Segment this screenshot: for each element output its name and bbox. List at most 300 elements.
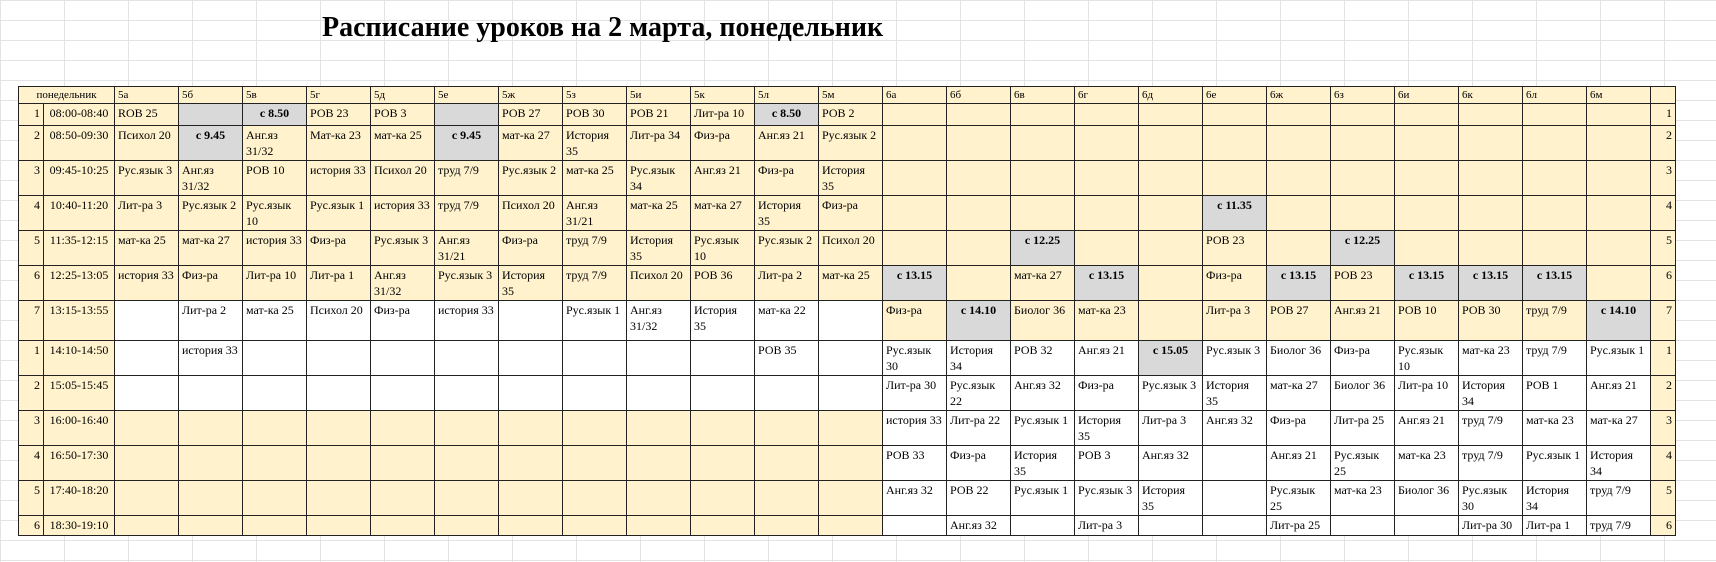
class-header-6г[interactable]: 6г [1075, 87, 1139, 104]
lesson-cell[interactable]: Физ-ра [371, 301, 435, 341]
lesson-cell[interactable]: мат-ка 27 [1011, 266, 1075, 301]
lesson-cell[interactable]: РОВ 1 [1523, 376, 1587, 411]
lesson-cell[interactable] [115, 301, 179, 341]
lesson-cell[interactable]: Рус.язык 3 [371, 231, 435, 266]
lesson-cell[interactable]: Психол 20 [627, 266, 691, 301]
lesson-cell[interactable]: Рус.язык 1 [1011, 411, 1075, 446]
lesson-cell[interactable] [371, 446, 435, 481]
lesson-number-end-cell[interactable]: 6 [1651, 266, 1676, 301]
lesson-cell[interactable]: Физ-ра [1203, 266, 1267, 301]
lesson-time-cell[interactable]: 16:00-16:40 [44, 411, 115, 446]
lesson-cell[interactable]: Психол 20 [371, 161, 435, 196]
lesson-cell[interactable]: РОВ 35 [755, 341, 819, 376]
lesson-cell[interactable]: мат-ка 25 [371, 126, 435, 161]
lesson-cell[interactable]: Анг.яз 32 [1139, 446, 1203, 481]
lesson-cell[interactable]: история 33 [243, 231, 307, 266]
lesson-cell[interactable]: История 34 [1459, 376, 1523, 411]
class-header-5а[interactable]: 5а [115, 87, 179, 104]
lesson-cell[interactable] [499, 516, 563, 536]
lesson-cell[interactable]: РОВ 3 [1075, 446, 1139, 481]
lesson-cell[interactable] [371, 516, 435, 536]
lesson-cell[interactable] [1395, 161, 1459, 196]
lesson-cell[interactable]: труд 7/9 [1587, 481, 1651, 516]
lesson-cell[interactable]: Рус.язык 3 [1075, 481, 1139, 516]
start-time-cell[interactable]: с 9.45 [435, 126, 499, 161]
lesson-cell[interactable] [563, 446, 627, 481]
lesson-cell[interactable]: мат-ка 23 [1523, 411, 1587, 446]
lesson-cell[interactable]: история 33 [115, 266, 179, 301]
lesson-cell[interactable]: Рус.язык 1 [1011, 481, 1075, 516]
lesson-cell[interactable] [1459, 161, 1523, 196]
lesson-cell[interactable]: РОВ 36 [691, 266, 755, 301]
lesson-cell[interactable] [1587, 231, 1651, 266]
lesson-cell[interactable] [499, 341, 563, 376]
lesson-cell[interactable]: Рус.язык 1 [1587, 341, 1651, 376]
lesson-time-cell[interactable]: 17:40-18:20 [44, 481, 115, 516]
lesson-cell[interactable] [819, 341, 883, 376]
lesson-cell[interactable]: Биолог 36 [1331, 376, 1395, 411]
lesson-number-end-cell[interactable]: 2 [1651, 126, 1676, 161]
lesson-cell[interactable]: Лит-ра 25 [1267, 516, 1331, 536]
lesson-cell[interactable] [1331, 161, 1395, 196]
lesson-cell[interactable]: История 35 [563, 126, 627, 161]
class-header-6м[interactable]: 6м [1587, 87, 1651, 104]
lesson-number-end-cell[interactable]: 3 [1651, 411, 1676, 446]
start-time-cell[interactable]: с 12.25 [1011, 231, 1075, 266]
start-time-cell[interactable]: с 13.15 [1395, 266, 1459, 301]
lesson-cell[interactable]: Физ-ра [1075, 376, 1139, 411]
lesson-cell[interactable] [1331, 126, 1395, 161]
lesson-cell[interactable] [883, 161, 947, 196]
lesson-cell[interactable]: История 34 [1523, 481, 1587, 516]
lesson-cell[interactable]: Рус.язык 1 [307, 196, 371, 231]
lesson-cell[interactable] [1587, 126, 1651, 161]
lesson-cell[interactable]: Рус.язык 3 [1203, 341, 1267, 376]
start-time-cell[interactable]: с 13.15 [883, 266, 947, 301]
lesson-cell[interactable]: история 33 [179, 341, 243, 376]
lesson-cell[interactable]: труд 7/9 [1587, 516, 1651, 536]
lesson-cell[interactable]: Рус.язык 30 [883, 341, 947, 376]
lesson-cell[interactable]: Психол 20 [819, 231, 883, 266]
lesson-cell[interactable]: труд 7/9 [1523, 341, 1587, 376]
lesson-cell[interactable] [627, 341, 691, 376]
class-header-6л[interactable]: 6л [1523, 87, 1587, 104]
lesson-cell[interactable]: труд 7/9 [1523, 301, 1587, 341]
lesson-cell[interactable] [1011, 196, 1075, 231]
lesson-cell[interactable] [755, 516, 819, 536]
lesson-cell[interactable]: РОВ 30 [563, 104, 627, 126]
lesson-cell[interactable]: Рус.язык 10 [691, 231, 755, 266]
lesson-cell[interactable] [1139, 266, 1203, 301]
lesson-cell[interactable]: РОВ 2 [819, 104, 883, 126]
lesson-cell[interactable] [627, 446, 691, 481]
lesson-cell[interactable] [1395, 516, 1459, 536]
lesson-cell[interactable] [371, 341, 435, 376]
lesson-cell[interactable]: Рус.язык 3 [435, 266, 499, 301]
lesson-cell[interactable]: Мат-ка 23 [307, 126, 371, 161]
lesson-cell[interactable]: мат-ка 25 [115, 231, 179, 266]
lesson-cell[interactable]: Анг.яз 21 [1075, 341, 1139, 376]
lesson-cell[interactable]: Рус.язык 2 [819, 126, 883, 161]
lesson-cell[interactable] [1587, 104, 1651, 126]
lesson-cell[interactable] [691, 411, 755, 446]
lesson-number-cell[interactable]: 1 [19, 104, 44, 126]
lesson-cell[interactable] [307, 411, 371, 446]
lesson-cell[interactable] [947, 196, 1011, 231]
lesson-cell[interactable]: РОВ 10 [1395, 301, 1459, 341]
lesson-cell[interactable] [179, 376, 243, 411]
lesson-cell[interactable]: РОВ 27 [1267, 301, 1331, 341]
lesson-cell[interactable]: Рус.язык 3 [1139, 376, 1203, 411]
lesson-cell[interactable] [243, 481, 307, 516]
lesson-cell[interactable] [307, 516, 371, 536]
lesson-cell[interactable]: РОВ 27 [499, 104, 563, 126]
lesson-cell[interactable] [1011, 516, 1075, 536]
lesson-cell[interactable] [1267, 104, 1331, 126]
lesson-cell[interactable] [1203, 446, 1267, 481]
class-header-5в[interactable]: 5в [243, 87, 307, 104]
lesson-cell[interactable] [883, 196, 947, 231]
lesson-cell[interactable] [691, 516, 755, 536]
lesson-cell[interactable] [947, 161, 1011, 196]
lesson-cell[interactable]: Анг.яз 21 [1587, 376, 1651, 411]
lesson-number-cell[interactable]: 6 [19, 516, 44, 536]
lesson-cell[interactable] [883, 104, 947, 126]
lesson-number-cell[interactable]: 2 [19, 126, 44, 161]
lesson-cell[interactable]: Рус.язык 25 [1267, 481, 1331, 516]
lesson-number-cell[interactable]: 1 [19, 341, 44, 376]
lesson-cell[interactable] [1139, 104, 1203, 126]
lesson-time-cell[interactable]: 09:45-10:25 [44, 161, 115, 196]
lesson-time-cell[interactable]: 16:50-17:30 [44, 446, 115, 481]
lesson-cell[interactable]: Анг.яз 21 [691, 161, 755, 196]
lesson-cell[interactable]: Физ-ра [1267, 411, 1331, 446]
lesson-cell[interactable]: РОВ 23 [1331, 266, 1395, 301]
lesson-time-cell[interactable]: 08:00-08:40 [44, 104, 115, 126]
lesson-cell[interactable]: Физ-ра [307, 231, 371, 266]
lesson-cell[interactable] [755, 446, 819, 481]
lesson-cell[interactable]: Биолог 36 [1267, 341, 1331, 376]
lesson-cell[interactable] [435, 341, 499, 376]
lesson-cell[interactable]: ROB 25 [115, 104, 179, 126]
lesson-time-cell[interactable]: 11:35-12:15 [44, 231, 115, 266]
lesson-cell[interactable]: Рус.язык 2 [755, 231, 819, 266]
lesson-cell[interactable] [1523, 161, 1587, 196]
lesson-cell[interactable]: Анг.яз 32 [883, 481, 947, 516]
start-time-cell[interactable] [179, 104, 243, 126]
lesson-cell[interactable] [1075, 231, 1139, 266]
class-header-6и[interactable]: 6и [1395, 87, 1459, 104]
lesson-cell[interactable] [1523, 104, 1587, 126]
lesson-cell[interactable] [819, 411, 883, 446]
class-header-5и[interactable]: 5и [627, 87, 691, 104]
lesson-number-end-cell[interactable]: 2 [1651, 376, 1676, 411]
lesson-cell[interactable] [243, 516, 307, 536]
lesson-cell[interactable] [1459, 231, 1523, 266]
lesson-cell[interactable]: мат-ка 25 [563, 161, 627, 196]
class-header-6а[interactable]: 6а [883, 87, 947, 104]
lesson-number-end-cell[interactable]: 1 [1651, 341, 1676, 376]
lesson-cell[interactable]: Рус.язык 10 [1395, 341, 1459, 376]
lesson-cell[interactable] [243, 376, 307, 411]
lesson-cell[interactable]: История 35 [819, 161, 883, 196]
lesson-cell[interactable] [563, 376, 627, 411]
lesson-cell[interactable]: Лит-ра 34 [627, 126, 691, 161]
lesson-cell[interactable]: Лит-ра 22 [947, 411, 1011, 446]
lesson-number-end-cell[interactable]: 6 [1651, 516, 1676, 536]
lesson-cell[interactable] [1075, 196, 1139, 231]
class-header-5ж[interactable]: 5ж [499, 87, 563, 104]
lesson-number-cell[interactable]: 3 [19, 161, 44, 196]
lesson-cell[interactable]: мат-ка 27 [1267, 376, 1331, 411]
lesson-cell[interactable] [1523, 196, 1587, 231]
lesson-cell[interactable]: труд 7/9 [435, 196, 499, 231]
class-header-5б[interactable]: 5б [179, 87, 243, 104]
lesson-cell[interactable] [563, 411, 627, 446]
lesson-cell[interactable]: История 35 [1203, 376, 1267, 411]
lesson-cell[interactable]: История 35 [1011, 446, 1075, 481]
lesson-time-cell[interactable]: 08:50-09:30 [44, 126, 115, 161]
lesson-cell[interactable]: РОВ 23 [307, 104, 371, 126]
lesson-cell[interactable] [1587, 161, 1651, 196]
lesson-cell[interactable] [179, 516, 243, 536]
class-header-5м[interactable]: 5м [819, 87, 883, 104]
lesson-time-cell[interactable]: 10:40-11:20 [44, 196, 115, 231]
lesson-cell[interactable]: история 33 [307, 161, 371, 196]
lesson-cell[interactable]: Лит-ра 3 [115, 196, 179, 231]
lesson-cell[interactable] [563, 341, 627, 376]
lesson-cell[interactable]: Рус.язык 1 [1523, 446, 1587, 481]
lesson-cell[interactable]: мат-ка 25 [627, 196, 691, 231]
lesson-cell[interactable] [1203, 104, 1267, 126]
lesson-number-cell[interactable]: 2 [19, 376, 44, 411]
lesson-cell[interactable] [627, 411, 691, 446]
lesson-cell[interactable] [819, 446, 883, 481]
class-header-5л[interactable]: 5л [755, 87, 819, 104]
lesson-cell[interactable]: История 34 [1587, 446, 1651, 481]
lesson-cell[interactable] [371, 376, 435, 411]
start-time-cell[interactable]: с 14.10 [1587, 301, 1651, 341]
lesson-cell[interactable] [819, 481, 883, 516]
lesson-cell[interactable]: Психол 20 [307, 301, 371, 341]
lesson-cell[interactable]: история 33 [371, 196, 435, 231]
lesson-cell[interactable]: Лит-ра 3 [1075, 516, 1139, 536]
lesson-cell[interactable] [819, 301, 883, 341]
lesson-cell[interactable]: Физ-ра [691, 126, 755, 161]
lesson-number-cell[interactable]: 7 [19, 301, 44, 341]
lesson-cell[interactable] [627, 376, 691, 411]
lesson-cell[interactable] [499, 376, 563, 411]
lesson-cell[interactable] [1523, 126, 1587, 161]
lesson-cell[interactable]: мат-ка 23 [1395, 446, 1459, 481]
lesson-cell[interactable] [1459, 126, 1523, 161]
lesson-cell[interactable]: труд 7/9 [1459, 446, 1523, 481]
lesson-cell[interactable] [1203, 481, 1267, 516]
lesson-cell[interactable] [115, 411, 179, 446]
lesson-cell[interactable]: мат-ка 25 [819, 266, 883, 301]
lesson-cell[interactable] [435, 446, 499, 481]
day-header[interactable]: понедельник [19, 87, 115, 104]
lesson-cell[interactable]: Анг.яз 31/32 [243, 126, 307, 161]
lesson-cell[interactable]: мат-ка 27 [691, 196, 755, 231]
lesson-cell[interactable]: Анг.яз 21 [1395, 411, 1459, 446]
lesson-cell[interactable]: История 35 [691, 301, 755, 341]
lesson-cell[interactable]: Рус.язык 1 [563, 301, 627, 341]
start-time-cell[interactable]: с 13.15 [1267, 266, 1331, 301]
class-header-5д[interactable]: 5д [371, 87, 435, 104]
lesson-cell[interactable] [563, 516, 627, 536]
lesson-cell[interactable] [947, 104, 1011, 126]
header-end-cell[interactable] [1651, 87, 1676, 104]
lesson-cell[interactable]: История 34 [947, 341, 1011, 376]
lesson-cell[interactable]: История 35 [1139, 481, 1203, 516]
start-time-cell[interactable]: с 8.50 [243, 104, 307, 126]
lesson-cell[interactable] [947, 231, 1011, 266]
lesson-cell[interactable]: Физ-ра [179, 266, 243, 301]
lesson-cell[interactable]: Физ-ра [883, 301, 947, 341]
lesson-cell[interactable]: Лит-ра 3 [1203, 301, 1267, 341]
lesson-number-end-cell[interactable]: 4 [1651, 446, 1676, 481]
lesson-cell[interactable]: РОВ 23 [1203, 231, 1267, 266]
lesson-cell[interactable]: Анг.яз 21 [1267, 446, 1331, 481]
lesson-cell[interactable] [1523, 231, 1587, 266]
lesson-cell[interactable] [691, 481, 755, 516]
lesson-cell[interactable]: Лит-ра 3 [1139, 411, 1203, 446]
lesson-cell[interactable]: Лит-ра 2 [755, 266, 819, 301]
start-time-cell[interactable] [435, 104, 499, 126]
lesson-cell[interactable] [115, 516, 179, 536]
lesson-cell[interactable] [1587, 266, 1651, 301]
lesson-cell[interactable] [691, 341, 755, 376]
class-header-6з[interactable]: 6з [1331, 87, 1395, 104]
start-time-cell[interactable]: с 13.15 [1523, 266, 1587, 301]
lesson-cell[interactable]: труд 7/9 [435, 161, 499, 196]
lesson-time-cell[interactable]: 12:25-13:05 [44, 266, 115, 301]
lesson-cell[interactable]: РОВ 33 [883, 446, 947, 481]
lesson-cell[interactable] [1395, 196, 1459, 231]
lesson-cell[interactable]: РОВ 3 [371, 104, 435, 126]
lesson-number-end-cell[interactable]: 5 [1651, 481, 1676, 516]
lesson-cell[interactable] [499, 301, 563, 341]
lesson-cell[interactable]: Анг.яз 32 [947, 516, 1011, 536]
lesson-cell[interactable]: труд 7/9 [563, 266, 627, 301]
class-header-6к[interactable]: 6к [1459, 87, 1523, 104]
lesson-cell[interactable]: Анг.яз 31/21 [435, 231, 499, 266]
lesson-number-cell[interactable]: 6 [19, 266, 44, 301]
class-header-6б[interactable]: 6б [947, 87, 1011, 104]
lesson-cell[interactable] [115, 341, 179, 376]
lesson-cell[interactable]: Физ-ра [755, 161, 819, 196]
lesson-cell[interactable] [115, 446, 179, 481]
lesson-number-cell[interactable]: 4 [19, 196, 44, 231]
start-time-cell[interactable]: с 13.15 [1459, 266, 1523, 301]
lesson-cell[interactable]: Лит-ра 1 [1523, 516, 1587, 536]
lesson-cell[interactable]: труд 7/9 [1459, 411, 1523, 446]
lesson-cell[interactable]: Анг.яз 31/32 [627, 301, 691, 341]
start-time-cell[interactable]: с 12.25 [1331, 231, 1395, 266]
lesson-cell[interactable]: Лит-ра 25 [1331, 411, 1395, 446]
lesson-cell[interactable] [1075, 126, 1139, 161]
lesson-cell[interactable] [499, 411, 563, 446]
start-time-cell[interactable]: с 8.50 [755, 104, 819, 126]
lesson-cell[interactable] [307, 446, 371, 481]
lesson-cell[interactable] [179, 446, 243, 481]
lesson-cell[interactable]: Психол 20 [499, 196, 563, 231]
lesson-cell[interactable]: Рус.язык 25 [1331, 446, 1395, 481]
lesson-cell[interactable]: мат-ка 23 [1459, 341, 1523, 376]
lesson-cell[interactable]: история 33 [435, 301, 499, 341]
lesson-cell[interactable] [627, 481, 691, 516]
lesson-cell[interactable] [1139, 231, 1203, 266]
lesson-cell[interactable] [435, 516, 499, 536]
lesson-cell[interactable]: Рус.язык 30 [1459, 481, 1523, 516]
lesson-cell[interactable]: Лит-ра 30 [883, 376, 947, 411]
lesson-cell[interactable] [755, 411, 819, 446]
lesson-cell[interactable] [691, 446, 755, 481]
lesson-cell[interactable] [1459, 196, 1523, 231]
class-header-5к[interactable]: 5к [691, 87, 755, 104]
lesson-cell[interactable]: Анг.яз 32 [1011, 376, 1075, 411]
lesson-cell[interactable] [179, 481, 243, 516]
lesson-cell[interactable] [243, 446, 307, 481]
lesson-cell[interactable]: Физ-ра [1331, 341, 1395, 376]
lesson-cell[interactable] [1203, 126, 1267, 161]
start-time-cell[interactable]: с 9.45 [179, 126, 243, 161]
lesson-cell[interactable]: Рус.язык 2 [179, 196, 243, 231]
lesson-cell[interactable]: Анг.яз 31/32 [179, 161, 243, 196]
lesson-number-end-cell[interactable]: 1 [1651, 104, 1676, 126]
lesson-cell[interactable] [499, 481, 563, 516]
lesson-number-cell[interactable]: 5 [19, 481, 44, 516]
lesson-cell[interactable]: мат-ка 22 [755, 301, 819, 341]
lesson-cell[interactable] [1331, 516, 1395, 536]
lesson-cell[interactable] [435, 376, 499, 411]
lesson-cell[interactable] [1203, 161, 1267, 196]
lesson-cell[interactable] [1139, 161, 1203, 196]
lesson-cell[interactable] [883, 516, 947, 536]
lesson-cell[interactable]: РОВ 30 [1459, 301, 1523, 341]
lesson-cell[interactable] [883, 231, 947, 266]
lesson-cell[interactable]: мат-ка 27 [179, 231, 243, 266]
lesson-number-cell[interactable]: 5 [19, 231, 44, 266]
lesson-cell[interactable]: Анг.яз 32 [1203, 411, 1267, 446]
lesson-cell[interactable]: Рус.язык 22 [947, 376, 1011, 411]
lesson-cell[interactable]: РОВ 32 [1011, 341, 1075, 376]
lesson-cell[interactable] [371, 481, 435, 516]
lesson-cell[interactable] [563, 481, 627, 516]
class-header-5г[interactable]: 5г [307, 87, 371, 104]
lesson-cell[interactable]: Физ-ра [819, 196, 883, 231]
lesson-number-cell[interactable]: 3 [19, 411, 44, 446]
lesson-cell[interactable]: Физ-ра [947, 446, 1011, 481]
lesson-cell[interactable]: история 33 [883, 411, 947, 446]
class-header-6е[interactable]: 6е [1203, 87, 1267, 104]
lesson-cell[interactable]: мат-ка 27 [1587, 411, 1651, 446]
lesson-cell[interactable]: Лит-ра 10 [691, 104, 755, 126]
lesson-cell[interactable]: Рус.язык 3 [115, 161, 179, 196]
class-header-6ж[interactable]: 6ж [1267, 87, 1331, 104]
lesson-cell[interactable] [1139, 196, 1203, 231]
lesson-cell[interactable] [499, 446, 563, 481]
lesson-cell[interactable] [1267, 196, 1331, 231]
start-time-cell[interactable]: с 15.05 [1139, 341, 1203, 376]
lesson-cell[interactable]: мат-ка 23 [1331, 481, 1395, 516]
lesson-cell[interactable] [371, 411, 435, 446]
lesson-time-cell[interactable]: 15:05-15:45 [44, 376, 115, 411]
lesson-cell[interactable]: труд 7/9 [563, 231, 627, 266]
lesson-cell[interactable]: Анг.яз 31/32 [371, 266, 435, 301]
lesson-cell[interactable] [819, 516, 883, 536]
